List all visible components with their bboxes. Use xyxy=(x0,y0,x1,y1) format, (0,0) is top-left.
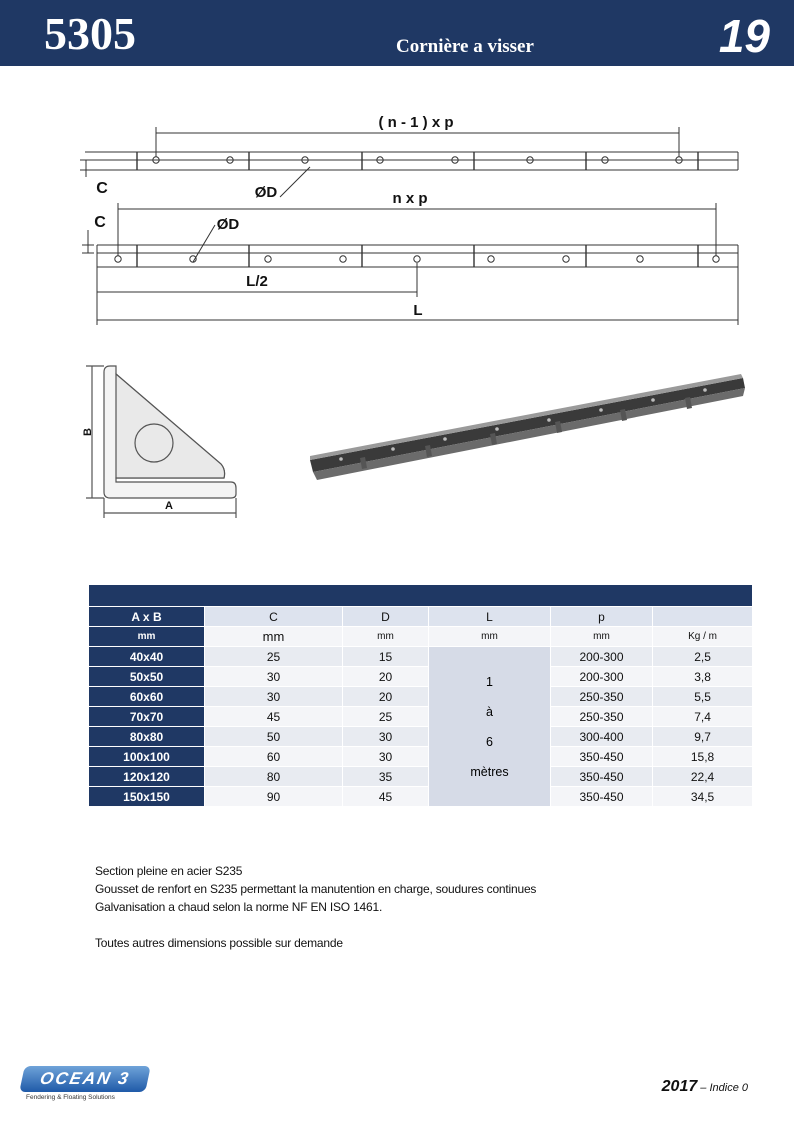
size-cell: 70x70 xyxy=(89,707,205,727)
weight-cell: 7,4 xyxy=(653,707,753,727)
size-cell: 40x40 xyxy=(89,647,205,667)
c-cell: 80 xyxy=(205,767,343,787)
logo-wordmark: OCEAN 3 xyxy=(19,1066,151,1092)
note-line: Section pleine en acier S235 xyxy=(95,864,243,878)
header-cell xyxy=(653,607,753,627)
note-line: Toutes autres dimensions possible sur demande xyxy=(95,936,343,950)
page-number: 19 xyxy=(718,10,770,62)
table-row xyxy=(89,727,753,747)
size-cell: 80x80 xyxy=(89,727,205,747)
size-cell: 120x120 xyxy=(89,767,205,787)
weight-cell: 22,4 xyxy=(653,767,753,787)
length-merged-cell xyxy=(429,647,551,807)
section-drawing xyxy=(76,360,256,525)
table-row xyxy=(89,747,753,767)
weight-cell: 9,7 xyxy=(653,727,753,747)
note-line: Gousset de renfort en S235 permettant la manutention en charge, soudures continues xyxy=(95,882,537,896)
dim-np-label: n x p xyxy=(392,190,428,207)
p-cell: 250-350 xyxy=(551,707,653,727)
table-row xyxy=(89,647,753,667)
c-cell: 60 xyxy=(205,747,343,767)
footer-index: – Indice 0 xyxy=(697,1082,748,1094)
length-line: 6 xyxy=(486,734,493,749)
d-cell: 25 xyxy=(343,707,429,727)
header-cell: p xyxy=(551,607,653,627)
d-cell: 20 xyxy=(343,687,429,707)
d-cell: 35 xyxy=(343,767,429,787)
page-footer xyxy=(662,1078,748,1096)
header-cell: L xyxy=(429,607,551,627)
dimensions-table xyxy=(88,584,753,807)
header-cell: A x B xyxy=(89,607,205,627)
product-notes xyxy=(95,862,536,952)
unit-cell: mm xyxy=(551,627,653,647)
dim-diameter-label-bottom: ØD xyxy=(216,216,240,233)
product-title: Cornière a visser xyxy=(396,36,534,57)
p-cell: 350-450 xyxy=(551,767,653,787)
footer-year: 2017 xyxy=(661,1078,698,1095)
product-photo xyxy=(305,368,750,483)
dim-b-label: B xyxy=(82,428,94,436)
size-cell: 150x150 xyxy=(89,787,205,807)
d-cell: 45 xyxy=(343,787,429,807)
dim-length-label: L xyxy=(413,302,423,319)
unit-cell: Kg / m xyxy=(653,627,753,647)
header-cell: C xyxy=(205,607,343,627)
weight-cell: 34,5 xyxy=(653,787,753,807)
weight-cell: 5,5 xyxy=(653,687,753,707)
logo-tagline: Fendering & Floating Solutions xyxy=(26,1094,115,1101)
size-cell: 60x60 xyxy=(89,687,205,707)
d-cell: 20 xyxy=(343,667,429,687)
table-units-row xyxy=(89,627,753,647)
length-line: à xyxy=(486,704,493,719)
dim-c-label-top: C xyxy=(96,180,108,197)
c-cell: 50 xyxy=(205,727,343,747)
c-cell: 45 xyxy=(205,707,343,727)
c-cell: 25 xyxy=(205,647,343,667)
unit-cell: mm xyxy=(429,627,551,647)
p-cell: 350-450 xyxy=(551,787,653,807)
table-row xyxy=(89,707,753,727)
p-cell: 200-300 xyxy=(551,647,653,667)
header-cell: D xyxy=(343,607,429,627)
ocean3-logo xyxy=(22,1066,152,1104)
size-cell: 50x50 xyxy=(89,667,205,687)
c-cell: 30 xyxy=(205,667,343,687)
table-row xyxy=(89,667,753,687)
d-cell: 30 xyxy=(343,727,429,747)
table-row xyxy=(89,787,753,807)
weight-cell: 3,8 xyxy=(653,667,753,687)
length-line: 1 xyxy=(486,674,493,689)
p-cell: 200-300 xyxy=(551,667,653,687)
p-cell: 350-450 xyxy=(551,747,653,767)
dim-half-length-label: L/2 xyxy=(246,273,268,290)
table-row xyxy=(89,687,753,707)
unit-cell: mm xyxy=(89,627,205,647)
product-number: 5305 xyxy=(44,8,136,59)
size-cell: 100x100 xyxy=(89,747,205,767)
unit-cell: mm xyxy=(343,627,429,647)
weight-cell: 2,5 xyxy=(653,647,753,667)
length-line: mètres xyxy=(470,764,509,779)
d-cell: 30 xyxy=(343,747,429,767)
weight-cell: 15,8 xyxy=(653,747,753,767)
unit-cell: mm xyxy=(205,627,343,647)
note-line: Galvanisation a chaud selon la norme NF EN ISO 1461. xyxy=(95,900,383,914)
c-cell: 30 xyxy=(205,687,343,707)
table-title-band xyxy=(89,585,753,607)
dim-n1p-label: ( n - 1 ) x p xyxy=(378,114,454,131)
c-cell: 90 xyxy=(205,787,343,807)
table-header-row xyxy=(89,607,753,627)
p-cell: 300-400 xyxy=(551,727,653,747)
dim-c-label-bottom: C xyxy=(94,214,106,231)
dim-diameter-label-top: ØD xyxy=(254,184,278,201)
dim-a-label: A xyxy=(165,500,173,512)
table-row xyxy=(89,767,753,787)
p-cell: 250-350 xyxy=(551,687,653,707)
page-header xyxy=(0,0,794,66)
d-cell: 15 xyxy=(343,647,429,667)
technical-drawing xyxy=(70,105,750,330)
